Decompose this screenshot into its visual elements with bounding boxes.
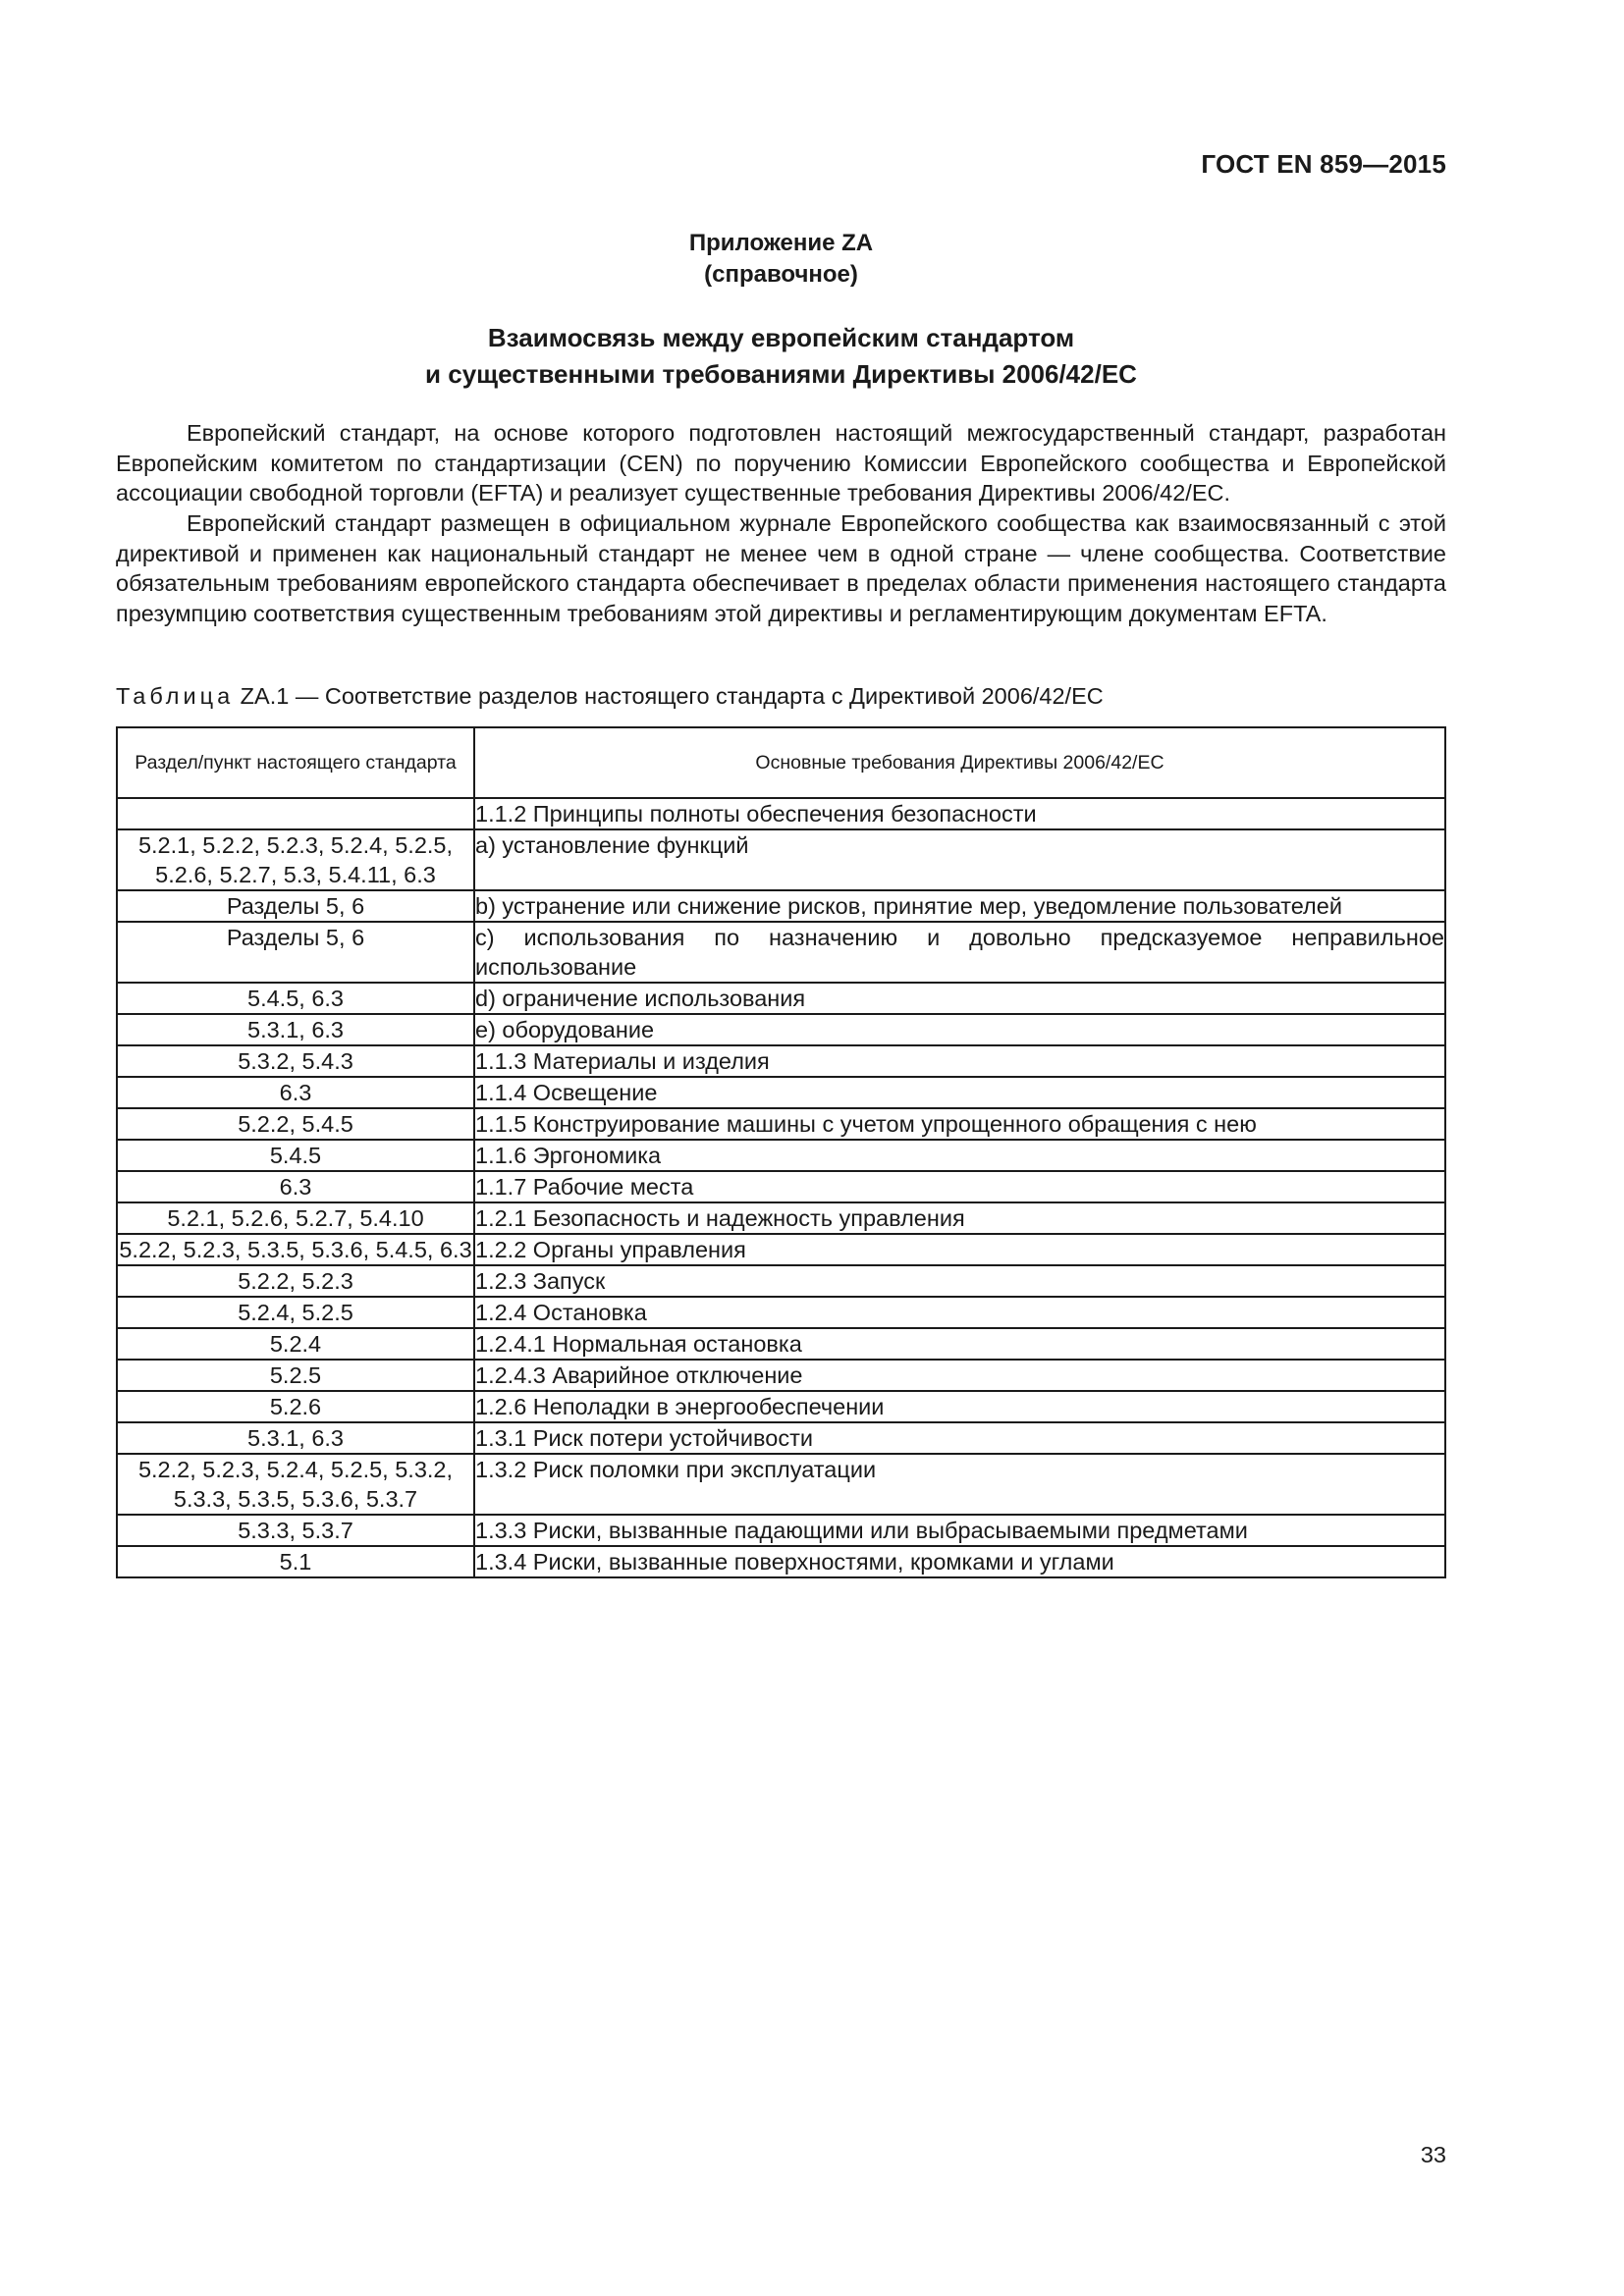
table-row xyxy=(117,1391,1445,1422)
table-row xyxy=(117,1171,1445,1202)
table-row xyxy=(117,1140,1445,1171)
section-heading-line-2: и существенными требованиями Директивы 2006/42/EC xyxy=(425,359,1137,389)
table-row xyxy=(117,1422,1445,1454)
cell-requirement: e) оборудование xyxy=(474,1014,1445,1045)
appendix-title: Приложение ZA xyxy=(688,230,874,256)
document-code: ГОСТ EN 859—2015 xyxy=(1201,149,1446,179)
cell-requirement: a) установление функций xyxy=(474,829,1445,890)
paragraph-2: Европейский стандарт размещен в официальном журнале Европейского сообщества как взаимосвязанный с этой директивой и применен как национальный стандарт не менее чем в одной стране — члене сообщества. Соответствие обязательным требованиям европейского стандарта обеспечивает в пределах области применения настоящего стандарта презумпцию соответствия существенным требованиям этой директивы и регламентирующим документам EFTA. xyxy=(116,510,1446,626)
cell-section: 5.4.5, 6.3 xyxy=(117,983,474,1014)
table-row xyxy=(117,983,1445,1014)
cell-requirement: 1.2.6 Неполадки в энергообеспечении xyxy=(474,1391,1445,1422)
table-row xyxy=(117,1045,1445,1077)
column-header-requirements: Основные требования Директивы 2006/42/EC xyxy=(474,727,1445,798)
cell-requirement: 1.3.3 Риски, вызванные падающими или выбрасываемыми предметами xyxy=(474,1515,1445,1546)
cell-requirement: 1.2.4.1 Нормальная остановка xyxy=(474,1328,1445,1360)
cell-requirement: 1.1.4 Освещение xyxy=(474,1077,1445,1108)
table-row xyxy=(117,829,1445,890)
cell-requirement: 1.2.4 Остановка xyxy=(474,1297,1445,1328)
cell-section: 5.2.2, 5.2.3, 5.2.4, 5.2.5, 5.3.2, 5.3.3, 5.3.5, 5.3.6, 5.3.7 xyxy=(117,1454,474,1515)
cell-section: 5.3.1, 6.3 xyxy=(117,1422,474,1454)
cell-section: 5.2.5 xyxy=(117,1360,474,1391)
table-row xyxy=(117,1014,1445,1045)
table-row xyxy=(117,1454,1445,1515)
cell-requirement: 1.2.2 Органы управления xyxy=(474,1234,1445,1265)
cell-section: 5.2.2, 5.2.3 xyxy=(117,1265,474,1297)
cell-section xyxy=(117,798,474,829)
cell-requirement: 1.1.6 Эргономика xyxy=(474,1140,1445,1171)
cell-requirement: 1.1.3 Материалы и изделия xyxy=(474,1045,1445,1077)
table-row xyxy=(117,1546,1445,1577)
cell-requirement: 1.3.2 Риск поломки при эксплуатации xyxy=(474,1454,1445,1515)
section-heading-line-1: Взаимосвязь между европейским стандартом xyxy=(487,323,1075,352)
paragraph-1: Европейский стандарт, на основе которого подготовлен настоящий межгосударственный стандарт, разработан Европейским комитетом по стандартизации (CEN) по поручению Комиссии Европейского сообщества и Европейской ассоциации свободной торговли (EFTA) и реализует существенные требования Директивы 2006/42/EC. xyxy=(116,420,1446,506)
cell-requirement: 1.2.1 Безопасность и надежность управления xyxy=(474,1202,1445,1234)
table-row xyxy=(117,922,1445,983)
cell-requirement: 1.1.2 Принципы полноты обеспечения безопасности xyxy=(474,798,1445,829)
cell-section: 5.2.2, 5.2.3, 5.3.5, 5.3.6, 5.4.5, 6.3 xyxy=(117,1234,474,1265)
cell-section: 5.3.1, 6.3 xyxy=(117,1014,474,1045)
table-row xyxy=(117,1360,1445,1391)
section-heading xyxy=(116,320,1446,393)
cell-requirement: 1.2.3 Запуск xyxy=(474,1265,1445,1297)
cell-section: 5.2.6 xyxy=(117,1391,474,1422)
cell-requirement: b) устранение или снижение рисков, принятие мер, уведомление пользователей xyxy=(474,890,1445,922)
cell-section: 5.2.4, 5.2.5 xyxy=(117,1297,474,1328)
cell-requirement: 1.2.4.3 Аварийное отключение xyxy=(474,1360,1445,1391)
table-row xyxy=(117,890,1445,922)
cell-section: 5.1 xyxy=(117,1546,474,1577)
appendix-subtitle: (справочное) xyxy=(704,261,858,288)
cell-requirement: 1.1.5 Конструирование машины с учетом упрощенного обращения с нею xyxy=(474,1108,1445,1140)
cell-section: 5.4.5 xyxy=(117,1140,474,1171)
cell-requirement: c) использования по назначению и довольно предсказуемое неправильное использование xyxy=(474,922,1445,983)
column-header-section: Раздел/пункт настоящего стандарта xyxy=(117,727,474,798)
cell-section: 5.3.3, 5.3.7 xyxy=(117,1515,474,1546)
page-number: 33 xyxy=(1420,2142,1446,2167)
cell-section: 5.2.1, 5.2.2, 5.2.3, 5.2.4, 5.2.5, 5.2.6, 5.2.7, 5.3, 5.4.11, 6.3 xyxy=(117,829,474,890)
table-caption-text: ZA.1 — Соответствие разделов настоящего стандарта с Директивой 2006/42/EC xyxy=(234,683,1104,709)
cell-requirement: 1.3.4 Риски, вызванные поверхностями, кромками и углами xyxy=(474,1546,1445,1577)
table-row xyxy=(117,1202,1445,1234)
cell-section: 5.2.2, 5.4.5 xyxy=(117,1108,474,1140)
table-row xyxy=(117,1077,1445,1108)
table-body xyxy=(117,798,1445,1577)
cell-section: 5.2.4 xyxy=(117,1328,474,1360)
appendix-title-block xyxy=(116,228,1446,291)
cell-requirement: 1.3.1 Риск потери устойчивости xyxy=(474,1422,1445,1454)
correspondence-table xyxy=(116,726,1446,1578)
cell-section: Разделы 5, 6 xyxy=(117,890,474,922)
table-row xyxy=(117,1108,1445,1140)
table-caption xyxy=(116,681,1104,711)
table-row xyxy=(117,1328,1445,1360)
cell-section: 5.3.2, 5.4.3 xyxy=(117,1045,474,1077)
cell-section: 6.3 xyxy=(117,1077,474,1108)
cell-section: 6.3 xyxy=(117,1171,474,1202)
cell-section: 5.2.1, 5.2.6, 5.2.7, 5.4.10 xyxy=(117,1202,474,1234)
table-row xyxy=(117,1297,1445,1328)
cell-requirement: 1.1.7 Рабочие места xyxy=(474,1171,1445,1202)
table-row xyxy=(117,1515,1445,1546)
table-caption-label: Таблица xyxy=(116,683,235,709)
table-row xyxy=(117,1265,1445,1297)
table-row xyxy=(117,798,1445,829)
cell-section: Разделы 5, 6 xyxy=(117,922,474,983)
table-row xyxy=(117,1234,1445,1265)
table-header-row xyxy=(117,727,1445,798)
cell-requirement: d) ограничение использования xyxy=(474,983,1445,1014)
